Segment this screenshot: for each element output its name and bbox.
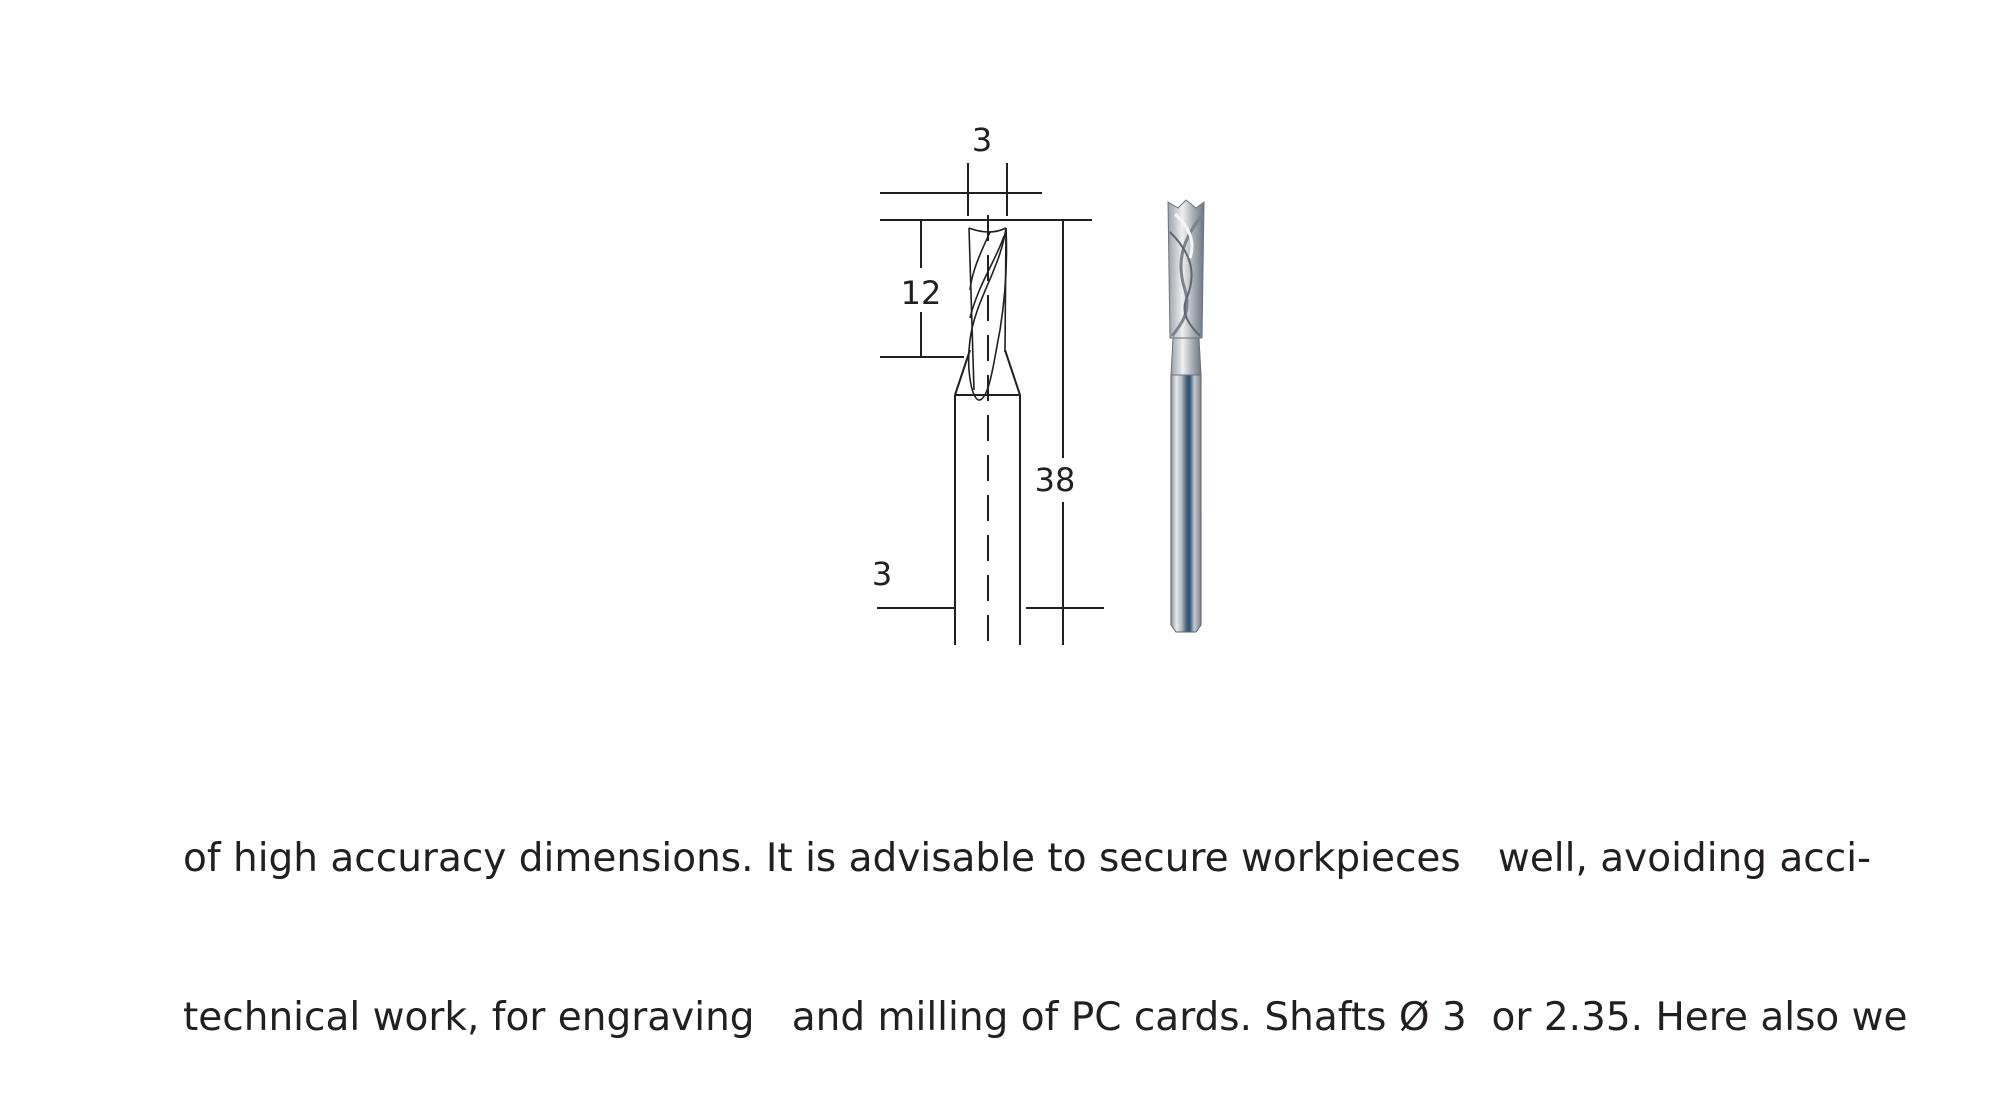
cutter-photo-neck xyxy=(1171,338,1201,375)
total-length-label: 38 xyxy=(1034,461,1076,499)
description-text xyxy=(183,726,1963,1097)
cutter-photo-shank xyxy=(1171,375,1201,632)
shaft-diameter-label: 3 xyxy=(871,555,893,593)
technical-drawing xyxy=(872,121,1104,645)
flute-length-label: 12 xyxy=(900,274,942,312)
cutting-diameter-label: 3 xyxy=(971,121,993,159)
description-line-2: technical work, for engraving and milling of PC cards. Shafts Ø 3 or 2.35. Here also we xyxy=(183,995,1908,1040)
cutter-photo xyxy=(1168,200,1204,632)
taper-right xyxy=(1005,350,1020,395)
description-line-1: of high accuracy dimensions. It is advisable to secure workpieces well, avoiding acci- xyxy=(183,836,1872,881)
